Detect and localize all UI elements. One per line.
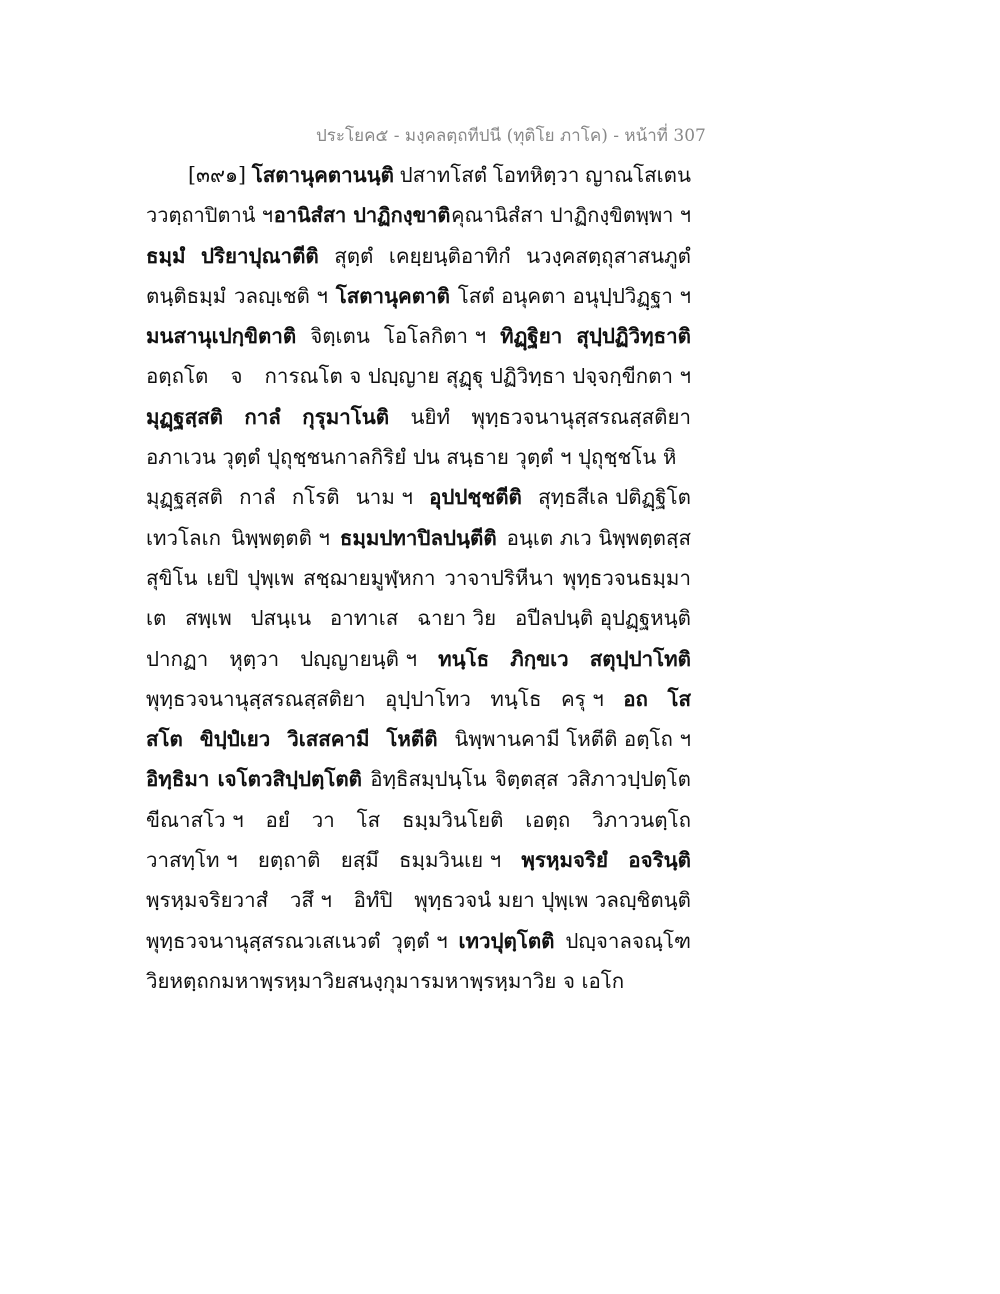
bold-lemma: ปริยาปุณาตีติ	[201, 243, 319, 268]
text-line	[146, 800, 691, 840]
running-header: ประโยค๕ - มงฺคลตฺถทีปนี (ทุติโย ภาโค) - หน้าที่ 307	[316, 126, 706, 146]
text-segment: อาทาเส	[329, 606, 399, 631]
text-segment: ปสาทโสตํ	[399, 163, 488, 187]
text-line	[146, 679, 691, 719]
text-segment: มุฏฺฐสฺสติ	[146, 485, 223, 510]
text-segment: นิพฺพตฺตติ ฯ	[230, 525, 330, 550]
bold-lemma: โส	[667, 686, 691, 711]
bold-lemma: อิทฺธิมา	[146, 767, 210, 792]
bold-lemma: วิเสสคามี	[287, 727, 370, 752]
text-segment: วา	[311, 807, 335, 832]
text-segment: เคยฺยนฺติอาทิกํ	[388, 243, 511, 268]
text-segment: ครุ ฯ	[560, 686, 604, 711]
text-segment: การณโต จ ปญฺญาย สุฏฺฐุ ปฏิวิทฺธา ปจฺจกฺขีกตา ฯ	[264, 364, 691, 389]
text-segment: จิตฺเตน	[310, 324, 370, 349]
bold-lemma: ทนฺโธ	[438, 646, 490, 671]
bold-lemma: ภิกฺขเว	[510, 646, 569, 671]
bold-lemma: มนสานุเปกฺขิตาติ	[146, 324, 297, 349]
text-segment: วิภาวนตฺโถ	[592, 807, 691, 832]
text-segment: สนงฺกุมารมหาพฺรหฺมา	[346, 968, 533, 993]
text-segment: คุณานิสํสา ปาฏิกงฺขิตพฺพา ฯ	[451, 203, 691, 228]
text-segment: พุทฺธวจนานุสฺสรณสฺสติยา	[146, 686, 366, 711]
text-segment: วลญฺเชติ ฯ	[234, 283, 328, 308]
text-segment: วาสทฺโท ฯ	[146, 848, 238, 873]
text-segment: สชฺฌายมูฬฺหกา	[303, 565, 436, 590]
text-line	[146, 155, 691, 195]
bold-lemma: โสตานุคตาติ	[335, 283, 450, 308]
text-line	[146, 276, 691, 316]
text-line	[146, 759, 691, 799]
text-segment: จ	[230, 364, 243, 389]
text-segment: ปญฺญายนฺติ ฯ	[300, 646, 418, 671]
text-segment: วิย จ เอโก	[532, 968, 625, 993]
text-segment: พุทฺธวจนธมฺมา	[562, 565, 691, 590]
bold-lemma: กุรุมาโนติ	[302, 404, 390, 429]
bold-lemma: ธมฺมปทาปิลปนฺตีติ	[339, 525, 497, 550]
text-line	[146, 840, 691, 880]
bold-lemma: สุปฺปฏิวิทฺธาติ	[576, 324, 691, 349]
bold-lemma: เจโตวสิปฺปตฺโตติ	[217, 767, 362, 792]
text-segment: ปุพฺเพ	[247, 565, 295, 590]
text-line	[146, 921, 691, 961]
text-segment: ธมฺมวินเย ฯ	[399, 848, 502, 873]
text-line	[146, 477, 691, 517]
text-segment: พุทฺธวจนานุสฺสรณวเสเนวตํ	[146, 928, 381, 953]
bold-lemma: อานิสํสา ปาฏิกงฺขาติ	[273, 203, 451, 228]
bold-lemma: เทวปุตฺโตติ	[458, 928, 555, 953]
text-segment: สุขิโน	[146, 565, 198, 590]
bold-lemma: ทิฏฺฐิยา	[500, 324, 563, 349]
text-segment: ญาณโสเตน	[585, 163, 691, 187]
bold-lemma: ธมฺมํ	[146, 243, 186, 268]
text-segment: ยตฺถาติ	[257, 848, 321, 873]
text-segment: โอทหิตฺวา	[492, 163, 580, 187]
text-line	[146, 518, 691, 558]
bold-lemma: โหตีติ	[386, 727, 438, 752]
bold-lemma: สตุปฺปาโทติ	[589, 646, 691, 671]
text-segment: จิตฺตสฺส	[494, 767, 559, 792]
text-segment: เยปิ	[206, 565, 239, 590]
text-segment: นยิทํ	[410, 404, 451, 429]
text-segment: ปญฺจาลจณฺโฑ	[565, 928, 691, 953]
text-segment: กโรติ	[291, 485, 340, 510]
text-segment: อยํ	[265, 807, 290, 832]
text-segment: หตฺถกมหาพฺรหฺมา	[169, 968, 323, 993]
text-line	[146, 316, 691, 356]
bold-lemma: สโต	[146, 727, 183, 752]
text-segment: วิย	[322, 968, 347, 993]
bold-lemma: ขิปฺปํเยว	[199, 727, 271, 752]
text-segment: ฉายา วิย	[417, 606, 497, 631]
commentary-text	[146, 155, 691, 1001]
text-segment: สุตฺตํ	[334, 243, 374, 268]
text-segment: นาม ฯ	[355, 485, 413, 510]
text-segment: ขีณาสโว ฯ	[146, 807, 244, 832]
text-segment: สพฺเพ	[185, 606, 232, 631]
text-segment: โสตํ อนุคตา อนุปฺปวิฏฺฐา ฯ	[457, 283, 691, 308]
text-segment: วุตฺตํ ฯ	[391, 928, 448, 953]
text-segment: โอโลกิตา ฯ	[383, 324, 487, 349]
text-segment: อิทํปิ	[353, 888, 393, 913]
bold-lemma: พฺรหฺมจริยํ	[521, 848, 608, 873]
text-line	[146, 558, 691, 598]
text-segment: ยสฺมึ	[340, 848, 379, 873]
text-segment: พฺรหฺมจริยวาสํ	[146, 888, 269, 913]
text-segment: สุทฺธสีเล ปติฏฺฐิโต	[538, 485, 691, 510]
text-segment: ววตฺถาปิตานํ ฯ	[146, 203, 273, 228]
text-line	[146, 236, 691, 276]
bold-lemma: อจรินฺติ	[628, 848, 691, 873]
text-segment: อิทฺธิสมฺปนฺโน	[370, 767, 487, 792]
text-line	[146, 195, 691, 235]
text-segment: เทวโลเก	[146, 525, 222, 550]
bold-lemma: อถ	[623, 686, 648, 711]
text-segment: อุปฺปาโทว	[385, 686, 471, 711]
text-segment: อนฺเต ภเว นิพฺพตฺตสฺส	[506, 525, 691, 550]
text-line	[146, 437, 691, 477]
text-segment: นวงฺคสตฺถุสาสนภูตํ	[526, 243, 691, 268]
bold-lemma: กาลํ	[244, 404, 281, 429]
text-segment: วสึ ฯ	[289, 888, 332, 913]
text-line	[146, 598, 691, 638]
text-segment: ปสนฺเน	[250, 606, 312, 631]
bold-lemma: อุปปชฺชตีติ	[429, 485, 522, 510]
text-segment: เอตฺถ	[525, 807, 571, 832]
text-segment: ปากฏา	[146, 646, 209, 671]
text-segment: โส	[356, 807, 381, 832]
text-segment: หุตฺวา	[229, 646, 280, 671]
text-segment: อภาเวน วุตฺตํ ปุถุชฺชนกาลกิริยํ ปน สนฺธาย วุตฺตํ ฯ ปุถุชฺชโน หิ	[146, 445, 677, 470]
text-segment: [๓๙๑]	[188, 163, 247, 187]
text-segment: วิย	[146, 968, 170, 993]
text-line	[146, 880, 691, 920]
text-segment: วสิภาวปฺปตฺโต	[566, 767, 691, 792]
text-segment: ธมฺมวินโยติ	[402, 807, 504, 832]
text-segment: พุทฺธวจนํ มยา ปุพฺเพ วลญฺชิตนฺติ	[414, 888, 691, 913]
text-line	[146, 961, 691, 1001]
text-line	[146, 356, 691, 396]
text-segment: วาจาปริหีนา	[444, 565, 554, 590]
text-line	[146, 719, 691, 759]
text-line	[146, 639, 691, 679]
text-segment: ทนฺโธ	[490, 686, 542, 711]
text-segment: กาลํ	[239, 485, 276, 510]
text-line	[146, 397, 691, 437]
text-segment: นิพฺพานคามี โหตีติ อตฺโถ ฯ	[454, 727, 691, 752]
text-segment: อตฺถโต	[146, 364, 209, 389]
text-segment: อปีลปนฺติ อุปฏฺฐหนฺติ	[515, 606, 691, 631]
bold-lemma: โสตานุคตานนฺติ	[251, 163, 394, 187]
text-segment: ตนฺติธมฺมํ	[146, 283, 227, 308]
text-segment: เต	[146, 606, 167, 631]
text-segment: พุทฺธวจนานุสฺสรณสฺสติยา	[471, 404, 691, 429]
bold-lemma: มุฏฺฐสฺสติ	[146, 404, 223, 429]
